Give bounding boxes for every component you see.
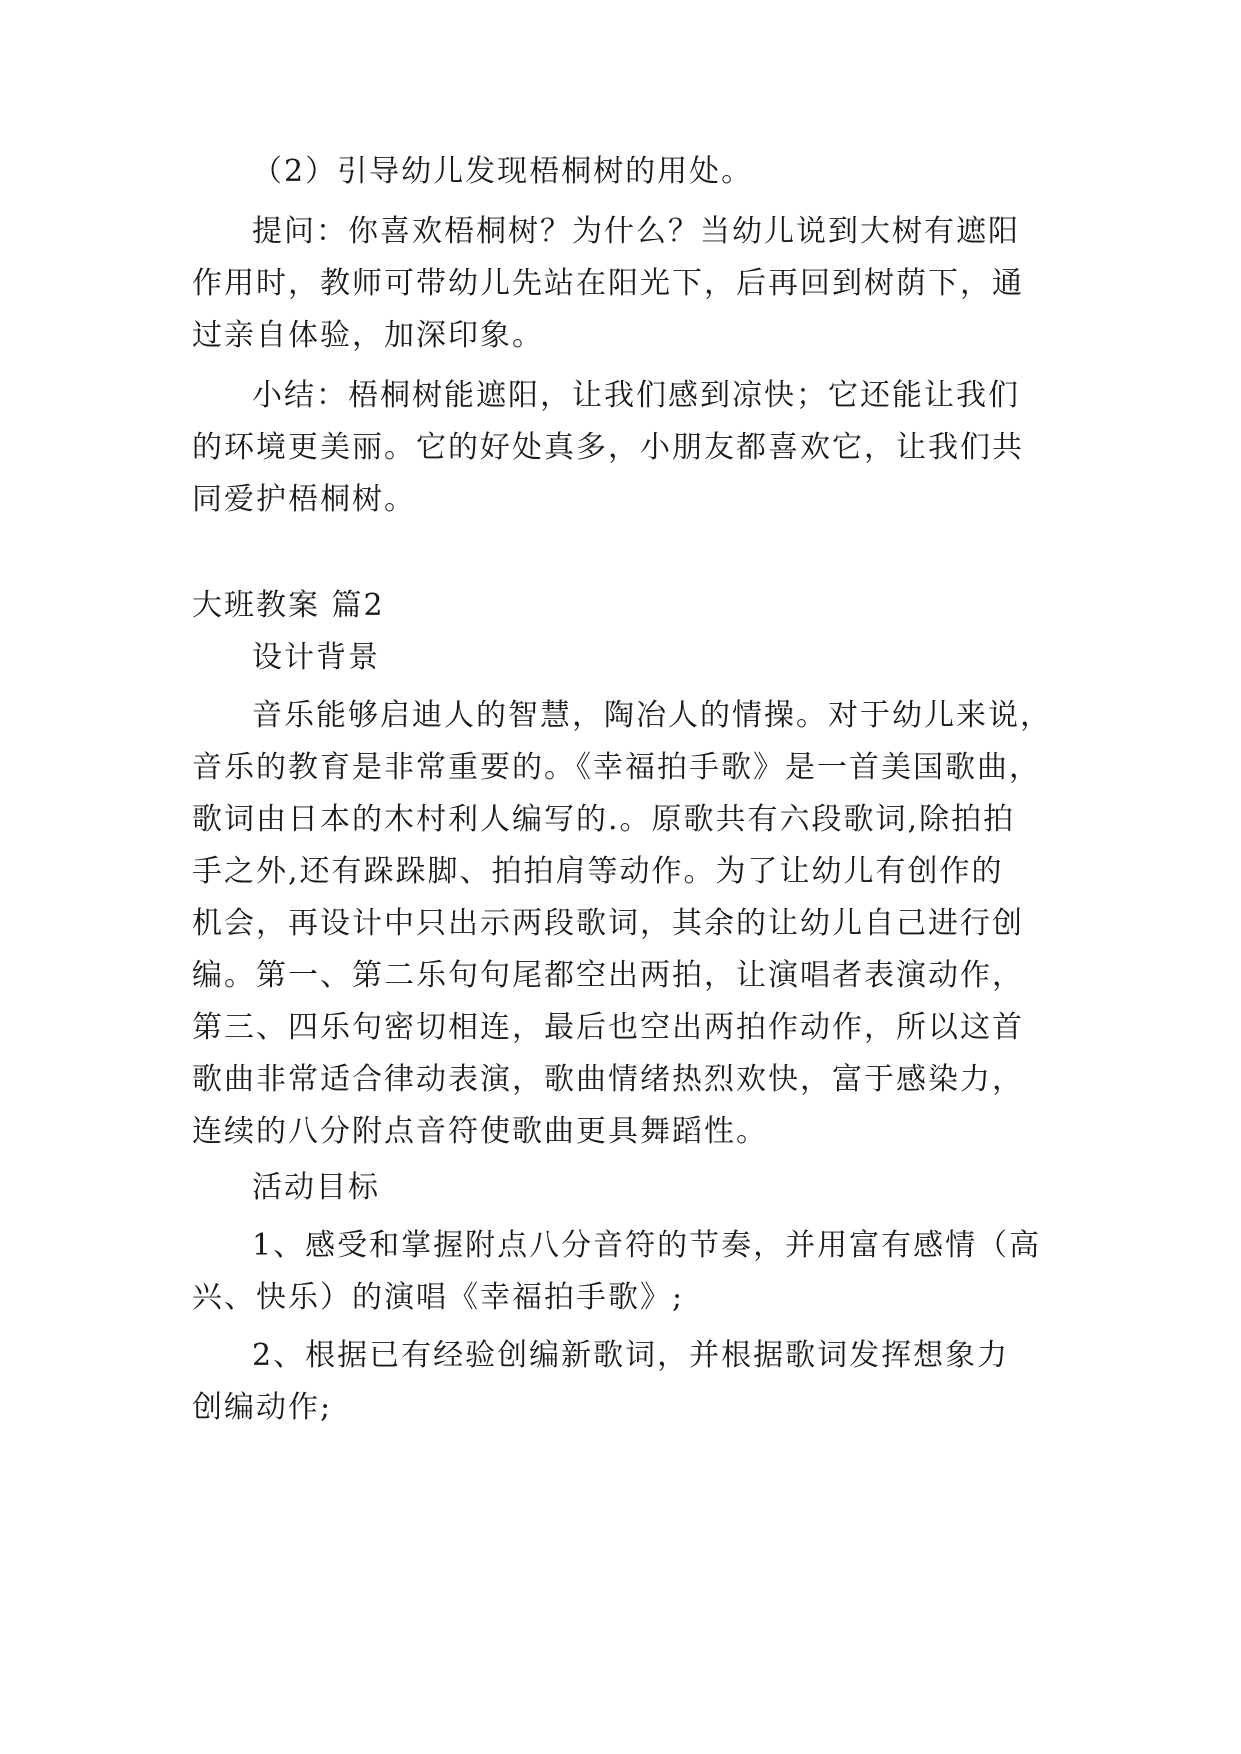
question-line-1: 提问：你喜欢梧桐树？为什么？当幼儿说到大树有遮阳 <box>252 214 1020 249</box>
goal-2-line-1: 2、根据已有经验创编新歌词，并根据歌词发挥想象力 <box>252 1338 1010 1373</box>
background-line-3: 歌词由日本的木村利人编写的.。原歌共有六段歌词,除拍拍 <box>192 802 1016 837</box>
background-line-4: 手之外,还有跺跺脚、拍拍肩等动作。为了让幼儿有创作的 <box>192 854 1004 889</box>
question-line-2: 作用时，教师可带幼儿先站在阳光下，后再回到树荫下，通 <box>192 266 1024 301</box>
background-line-2: 音乐的教育是非常重要的。《幸福拍手歌》是一首美国歌曲， <box>192 750 1041 785</box>
background-line-9: 连续的八分附点音符使歌曲更具舞蹈性。 <box>192 1114 768 1149</box>
goal-1-line-2: 兴、快乐）的演唱《幸福拍手歌》; <box>192 1280 685 1315</box>
summary-line-3: 同爱护梧桐树。 <box>192 482 416 517</box>
question-line-3: 过亲自体验，加深印象。 <box>192 318 544 353</box>
background-line-6: 编。第一、第二乐句句尾都空出两拍，让演唱者表演动作， <box>192 958 1024 993</box>
background-line-5: 机会，再设计中只出示两段歌词，其余的让幼儿自己进行创 <box>192 906 1024 941</box>
subheading-design-background: 设计背景 <box>252 640 380 675</box>
summary-line-1: 小结：梧桐树能遮阳，让我们感到凉快；它还能让我们 <box>252 378 1020 413</box>
background-line-1: 音乐能够启迪人的智慧，陶冶人的情操。对于幼儿来说， <box>252 698 1052 733</box>
subheading-activity-goals: 活动目标 <box>252 1170 380 1205</box>
background-line-8: 歌曲非常适合律动表演，歌曲情绪热烈欢快，富于感染力， <box>192 1062 1024 1097</box>
paragraph-1: （2）引导幼儿发现梧桐树的用处。 <box>252 154 754 189</box>
section-heading: 大班教案 篇2 <box>192 588 385 623</box>
background-line-7: 第三、四乐句密切相连，最后也空出两拍作动作，所以这首 <box>192 1010 1024 1045</box>
goal-1-line-1: 1、感受和掌握附点八分音符的节奏，并用富有感情（高 <box>252 1228 1042 1263</box>
summary-line-2: 的环境更美丽。它的好处真多，小朋友都喜欢它，让我们共 <box>192 430 1024 465</box>
goal-2-line-2: 创编动作; <box>192 1390 333 1425</box>
